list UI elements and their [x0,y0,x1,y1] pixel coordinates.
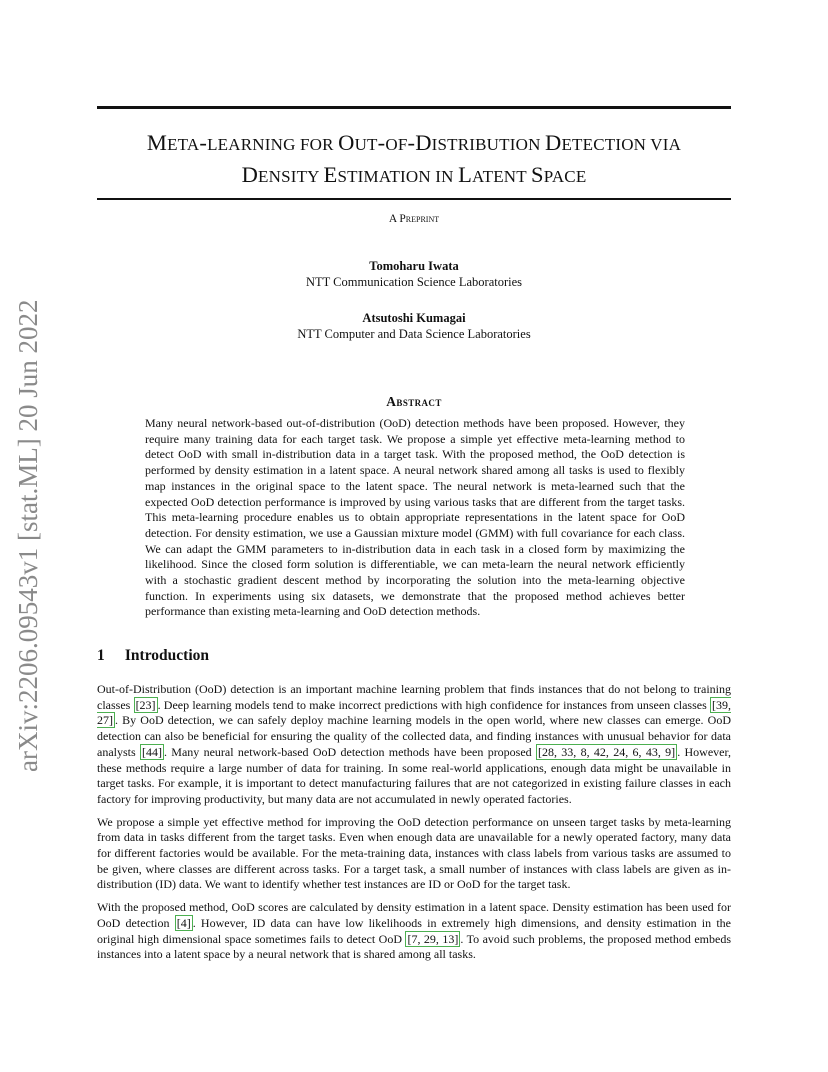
author-name: Tomoharu Iwata [369,259,459,273]
title-line-2: DENSITY ESTIMATION IN LATENT SPACE [241,162,587,187]
author-block-1 [97,258,731,290]
section-number: 1 [97,647,105,664]
paragraph-3 [97,900,731,963]
paper-title [97,128,731,192]
citation-link[interactable]: [23] [135,697,156,712]
arxiv-stamp-text: arXiv:2206.09543v1 [stat.ML] 20 Jun 2022 [13,299,43,772]
text-run: . Deep learning models tend to make incorrect predictions with high confidence for instances from unseen classes [157,697,710,712]
author-block-2 [97,310,731,342]
citation-link[interactable]: [39, 27] [97,697,731,728]
text-run: . However, these methods require a large number of data for training. In some real-world applications, enough data might be unavailable in target tasks. For example, it is important to detect manufacturing failures that are not categorized in existing failure classes in each factory for improving productivity, but many data are not accumulated in newly operated factories. [97,744,731,806]
section-heading [97,647,209,665]
author-affiliation: NTT Communication Science Laboratories [305,275,523,289]
title-line-1: META-LEARNING FOR OUT-OF-DISTRIBUTION DETECTION VIA [146,130,682,155]
paragraph-2: We propose a simple yet effective method for improving the OoD detection performance on unseen target tasks by meta-learning from data in tasks different from the target tasks. Even when enough data are unavailable for a newly operated factory, many data for different factories would be available. For the meta-training data, instances with class labels from various tasks are assumed to be given, where classes are different across tasks. For a target task, a small number of instances with class labels are given as in-distribution (ID) data. We want to identify whether test instances are ID or OoD for the target task. [97,814,731,892]
text-run: . However, ID data can have low likelihoods in extremely high dimensions, and density estimation in the original high dimensional space sometimes fails to detect OoD [97,915,732,946]
text-run: . Many neural network-based OoD detection methods have been proposed [163,744,536,759]
citation-link[interactable]: [44] [141,744,162,759]
introduction-body [97,682,731,970]
citation-link[interactable]: [7, 29, 13] [407,931,459,946]
citation-link[interactable]: [4] [176,915,191,930]
text-run: Out-of-Distribution (OoD) detection is an important machine learning problem that finds instances that do not belong to training classes [97,682,731,712]
section-title: Introduction [124,647,209,664]
citation-link[interactable]: [28, 33, 8, 42, 24, 6, 43, 9] [538,744,676,759]
text-run: With the proposed method, OoD scores are calculated by density estimation in a latent space. Density estimation has been used for OoD detection [97,900,731,930]
abstract-heading: Abstract [386,394,442,409]
text-run: . To avoid such problems, the proposed method embeds instances into a latent space by a neural network that is shared among all tasks. [97,931,731,962]
title-bottom-rule [97,198,731,200]
text-run: . By OoD detection, we can safely deploy machine learning models in the open world, where new classes can emerge. OoD detection can also be beneficial for ensuring the quality of the collected data, and finding instances with unusual behavior for data analysts [97,713,731,759]
author-name: Atsutoshi Kumagai [362,311,466,325]
title-top-rule [97,106,731,109]
preprint-label: A Preprint [388,213,440,225]
paragraph-1 [97,682,731,808]
author-affiliation: NTT Computer and Data Science Laboratories [297,327,531,341]
abstract-text: Many neural network-based out-of-distribution (OoD) detection methods have been proposed. However, they require many training data for each target task. We propose a simple yet effective meta-learning method to detect OoD with small in-distribution data in a target task. With the proposed method, the OoD detection is performed by density estimation in a latent space. A neural network shared among all tasks is used to flexibly map instances in the original space to the latent space. The neural network is meta-learned such that the expected OoD detection performance is improved by using various tasks that are different from the target tasks. This meta-learning procedure enables us to obtain appropriate representations in the latent space for OoD detection. For density estimation, we use a Gaussian mixture model (GMM) with full covariance for each class. We can adapt the GMM parameters to in-distribution data in each task in a closed form by maximizing the likelihood. Since the closed form solution is differentiable, we can meta-learn the neural network efficiently with a stochastic gradient descent method by incorporating the solution into the meta-learning objective function. In experiments using six datasets, we demonstrate that the proposed method achieves better performance than existing meta-learning and OoD detection methods. [145,416,685,619]
